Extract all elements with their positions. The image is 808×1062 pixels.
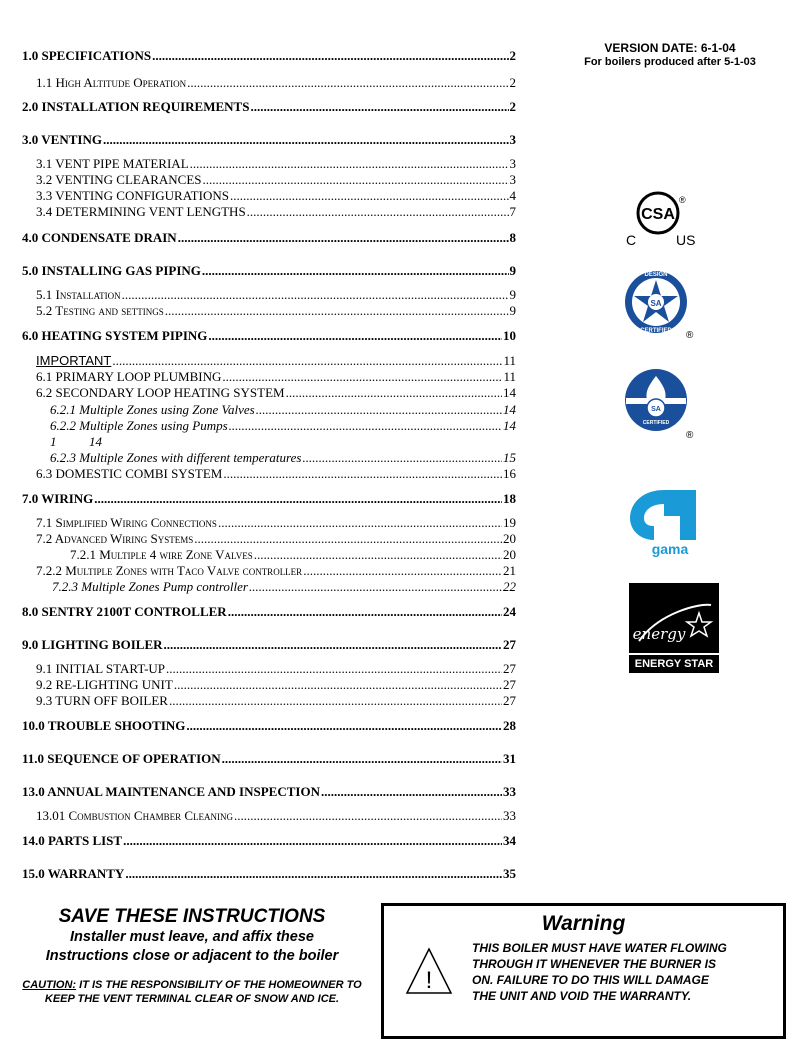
save-heading: SAVE THESE INSTRUCTIONS xyxy=(58,906,326,927)
design-certified-logo xyxy=(620,266,700,344)
toc-entry: IMPORTANT ..... 11 xyxy=(36,353,516,368)
design-bottom-text: CERTIFIED xyxy=(640,328,672,334)
csa-us: US xyxy=(676,232,696,248)
gas-certified-logo xyxy=(620,364,700,442)
toc-entry: 1.0 SPECIFICATIONS ..... 2 xyxy=(22,48,516,63)
toc-entry: 14.0 PARTS LIST ..... 34 xyxy=(22,833,516,848)
energy-star-text: ENERGY STAR xyxy=(634,658,714,670)
toc-entry: 7.2.2 Multiple Zones with Taco Valve controller ..... 21 xyxy=(36,563,516,578)
toc-entry: 9.0 LIGHTING BOILER ..... 27 xyxy=(22,637,516,652)
toc-entry: 6.2 SECONDARY LOOP HEATING SYSTEM ..... 14 xyxy=(36,385,516,400)
toc-entry: 5.1 Installation ..... 9 xyxy=(36,287,516,302)
toc-entry: 1.1 High Altitude Operation ..... 2 xyxy=(36,75,516,90)
toc-entry: 13.0 ANNUAL MAINTENANCE AND INSPECTION ..... 33 xyxy=(22,784,516,799)
toc-entry: 8.0 SENTRY 2100T CONTROLLER ..... 24 xyxy=(22,604,516,619)
energy-script: energy xyxy=(632,625,686,643)
warning-icon xyxy=(404,946,454,996)
toc-entry: 7.2.1 Multiple 4 wire Zone Valves ..... 20 xyxy=(70,547,516,562)
csa-c: C xyxy=(626,232,637,248)
version-note: For boilers produced after 5-1-03 xyxy=(584,56,756,68)
toc-entry: 6.2.1 Multiple Zones using Zone Valves ..... 14 xyxy=(50,402,516,417)
toc-entry: 3.2 VENTING CLEARANCES ..... 3 xyxy=(36,172,516,187)
toc-entry: 7.2.3 Multiple Zones Pump controller ..... 22 xyxy=(52,579,516,594)
energy-star-logo xyxy=(629,583,719,673)
toc-entry: 9.3 TURN OFF BOILER ..... 27 xyxy=(36,693,516,708)
registered-mark: ® xyxy=(679,195,686,205)
warning-title: Warning xyxy=(541,912,626,935)
toc-entry: 9.1 INITIAL START-UP ..... 27 xyxy=(36,661,516,676)
toc-entry: 13.01 Combustion Chamber Cleaning ..... 33 xyxy=(36,808,516,823)
design-top-text: DESIGN xyxy=(644,272,668,278)
toc-entry: 6.1 PRIMARY LOOP PLUMBING ..... 11 xyxy=(36,369,516,384)
warning-symbol: ! xyxy=(425,967,433,994)
toc-entry: 7.0 WIRING ..... 18 xyxy=(22,491,516,506)
save-line-1: Installer must leave, and affix these xyxy=(70,929,314,945)
warning-body: THIS BOILER MUST HAVE WATER FLOWING THROUGH IT WHENEVER THE BURNER IS ON. FAILURE TO DO THIS WILL DAMAGE THE UNIT AND VOID THE WARRANTY. xyxy=(472,941,727,1003)
toc-entry: 15.0 WARRANTY ..... 35 xyxy=(22,866,516,881)
caution-label: CAUTION: xyxy=(22,979,77,991)
gama-wordmark: gama xyxy=(651,541,689,557)
toc-entry: 3.4 DETERMINING VENT LENGTHS ..... 7 xyxy=(36,204,516,219)
registered-mark: ® xyxy=(686,430,694,441)
version-info xyxy=(560,41,780,68)
warning-box xyxy=(381,903,786,1039)
toc-entry: 3.3 VENTING CONFIGURATIONS ..... 4 xyxy=(36,188,516,203)
toc-entry: 6.2.2 Multiple Zones using Pumps ..... 14 xyxy=(50,418,516,433)
version-date: VERSION DATE: 6-1-04 xyxy=(604,41,736,55)
gas-center: SA xyxy=(651,406,661,413)
toc-entry: 6.3 DOMESTIC COMBI SYSTEM ..... 16 xyxy=(36,466,516,481)
toc-entry: 7.2 Advanced Wiring Systems ..... 20 xyxy=(36,531,516,546)
caution-text: IT IS THE RESPONSIBILITY OF THE HOMEOWNER TO KEEP THE VENT TERMINAL CLEAR OF SNOW AND ICE. xyxy=(44,979,362,1005)
csa-logo xyxy=(618,185,698,251)
gas-bottom-text: CERTIFIED xyxy=(642,420,670,426)
registered-mark: ® xyxy=(686,330,694,341)
toc-entry: 1 14 xyxy=(50,434,102,449)
toc-entry: 10.0 TROUBLE SHOOTING ..... 28 xyxy=(22,718,516,733)
toc-entry: 5.0 INSTALLING GAS PIPING ..... 9 xyxy=(22,263,516,278)
save-line-2: Instructions close or adjacent to the boiler xyxy=(45,948,339,964)
toc-entry: 6.0 HEATING SYSTEM PIPING ..... 10 xyxy=(22,328,516,343)
toc-entry: 11.0 SEQUENCE OF OPERATION ..... 31 xyxy=(22,751,516,766)
toc-entry: 3.1 VENT PIPE MATERIAL ..... 3 xyxy=(36,156,516,171)
toc-entry: 3.0 VENTING ..... 3 xyxy=(22,132,516,147)
toc-entry: 9.2 RE-LIGHTING UNIT ..... 27 xyxy=(36,677,516,692)
toc-entry: 4.0 CONDENSATE DRAIN ..... 8 xyxy=(22,230,516,245)
design-center: SA xyxy=(650,299,662,308)
toc-entry: 7.1 Simplified Wiring Connections ..... 19 xyxy=(36,515,516,530)
toc-entry: 5.2 Testing and settings ..... 9 xyxy=(36,303,516,318)
caution-note xyxy=(16,978,368,1006)
gama-logo xyxy=(624,486,704,558)
toc-entry: 6.2.3 Multiple Zones with different temperatures ..... 15 xyxy=(50,450,516,465)
toc-entry: 2.0 INSTALLATION REQUIREMENTS ..... 2 xyxy=(22,99,516,114)
csa-mark: CSA xyxy=(641,206,675,223)
save-instructions xyxy=(16,906,368,1006)
